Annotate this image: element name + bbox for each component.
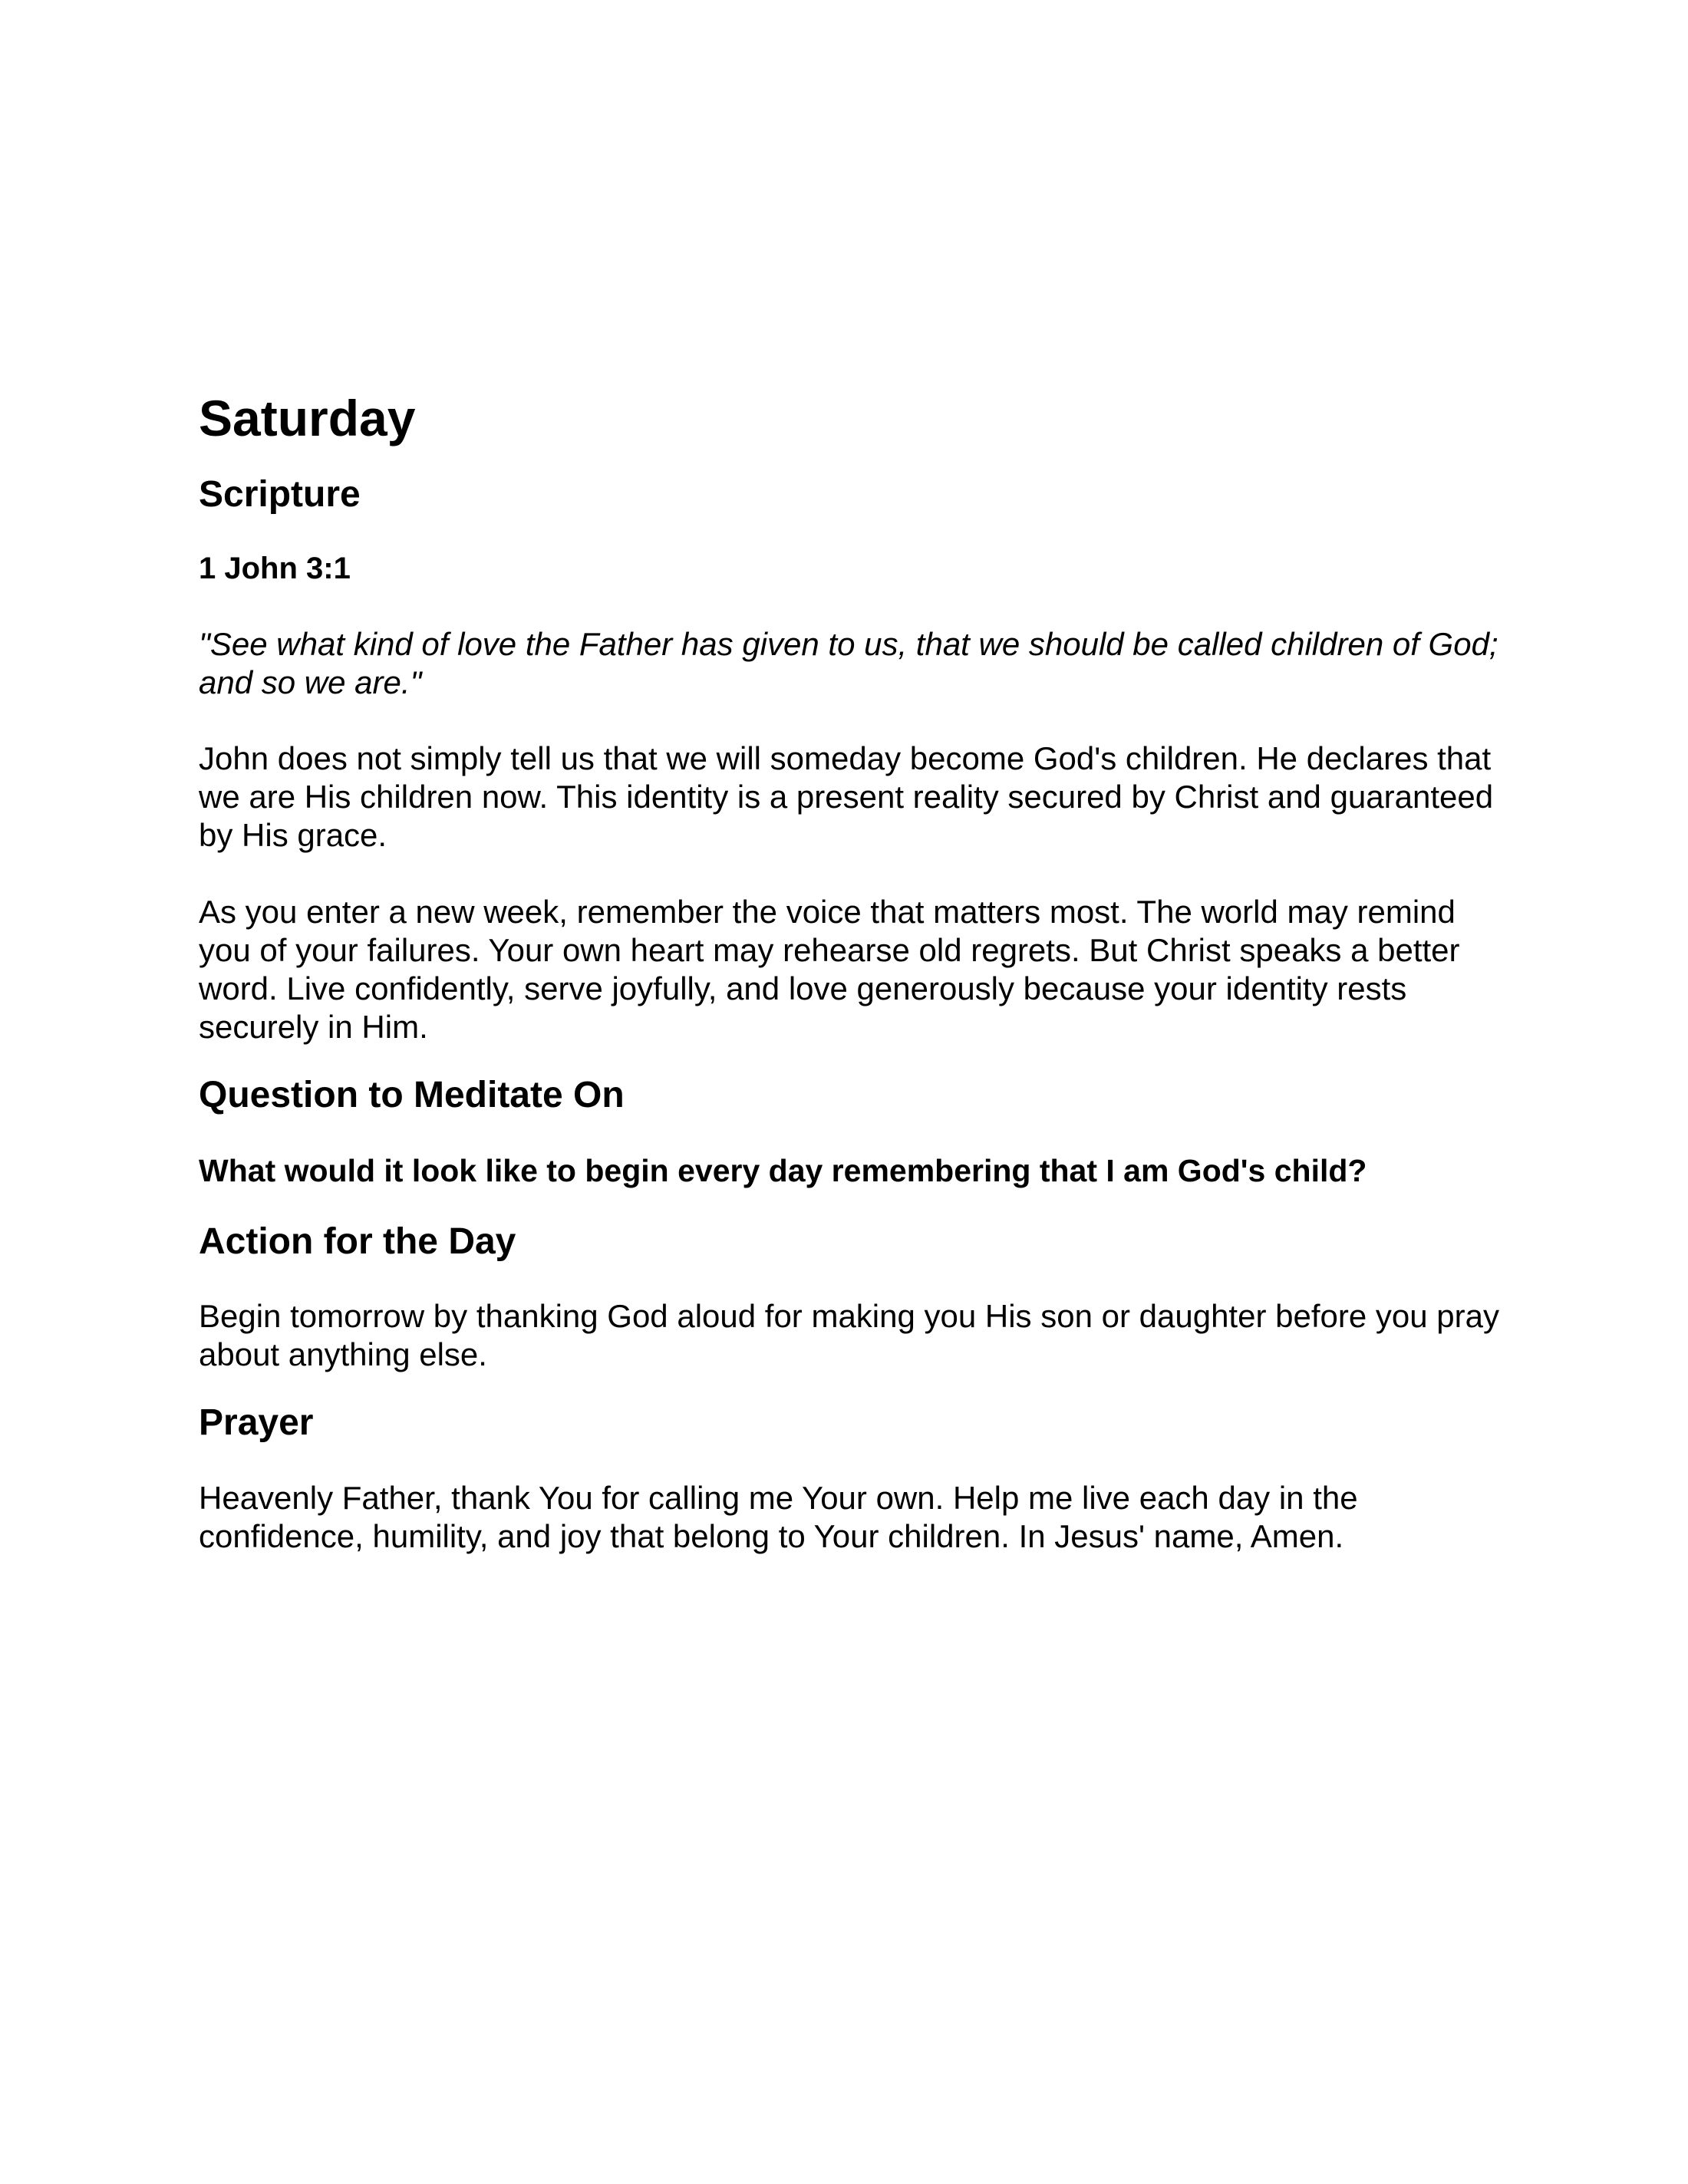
action-text: Begin tomorrow by thanking God aloud for making you His son or daughter before you pray about anything else.	[199, 1298, 1499, 1372]
scripture-heading: Scripture	[199, 474, 361, 515]
action-heading: Action for the Day	[199, 1221, 516, 1262]
prayer-heading: Prayer	[199, 1402, 314, 1443]
devotional-page	[199, 387, 1503, 1556]
prayer-text: Heavenly Father, thank You for calling me Your own. Help me live each day in the confidence, humility, and joy that belong to Your children. In Jesus' name, Amen.	[199, 1480, 1358, 1554]
question-text: What would it look like to begin every day remembering that I am God's child?	[199, 1153, 1367, 1188]
question-heading: Question to Meditate On	[199, 1075, 625, 1115]
page-title: Saturday	[199, 390, 416, 446]
scripture-paragraph-2: As you enter a new week, remember the voice that matters most. The world may remind you of your failures. Your own heart may rehearse old regrets. But Christ speaks a better word. Live confidently, serve joyfully, and love generously because your identity rests securely in Him.	[199, 894, 1460, 1045]
scripture-quote: "See what kind of love the Father has given to us, that we should be called children of God; and so we are."	[199, 626, 1498, 700]
scripture-reference: 1 John 3:1	[199, 552, 351, 585]
scripture-paragraph-1: John does not simply tell us that we will someday become God's children. He declares that we are His children now. This identity is a present reality secured by Christ and guaranteed by His grace.	[199, 740, 1494, 853]
